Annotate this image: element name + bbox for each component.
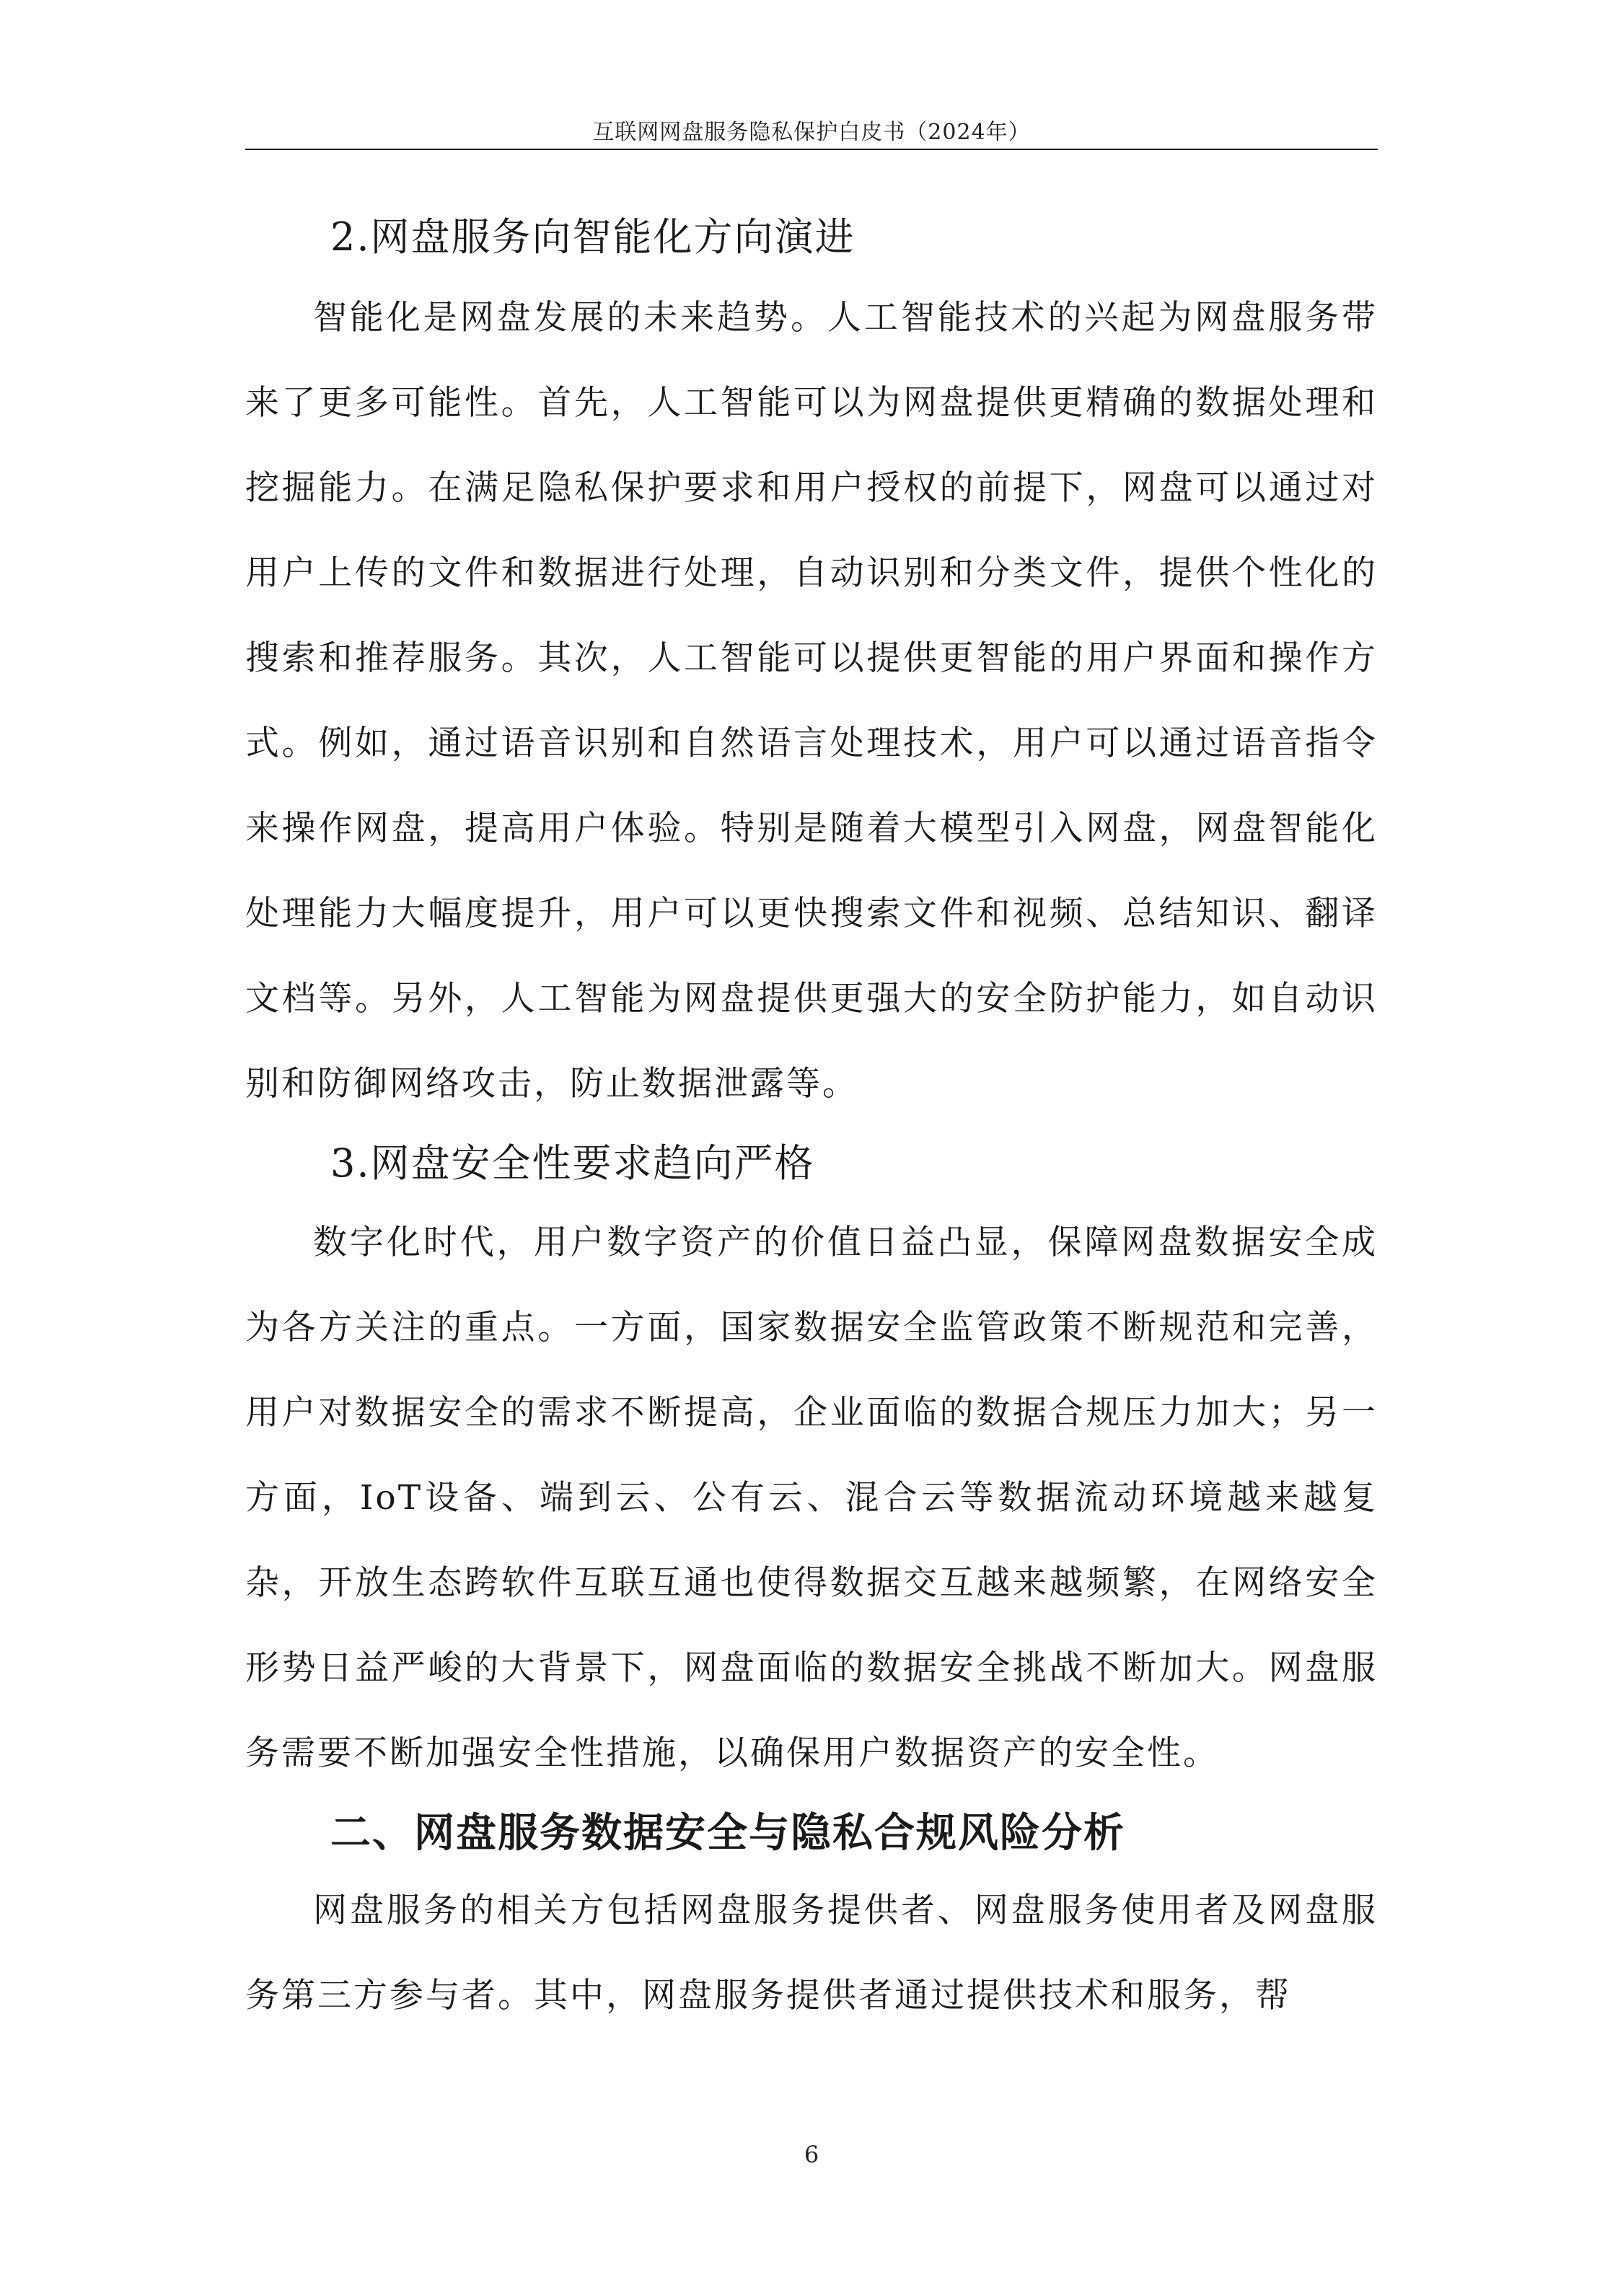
chapter-heading-2: 二、网盘服务数据安全与隐私合规风险分析 xyxy=(330,1809,1125,1857)
running-header: 互联网网盘服务隐私保护白皮书（2024年） xyxy=(592,120,1031,145)
header-divider xyxy=(245,149,1378,150)
page-number: 6 xyxy=(804,2141,819,2168)
section-heading-2: 2.网盘服务向智能化方向演进 xyxy=(330,214,856,260)
page-body xyxy=(245,208,1378,2038)
chapter-2-paragraph: 网盘服务的相关方包括网盘服务提供者、网盘服务使用者及网盘服务第三方参与者。其中，网盘服务提供者通过提供技术和服务，帮 xyxy=(245,1891,1378,2015)
section-3-paragraph: 数字化时代，用户数字资产的价值日益凸显，保障网盘数据安全成为各方关注的重点。一方面，国家数据安全监管政策不断规范和完善，用户对数据安全的需求不断提高，企业面临的数据合规压力加大；另一方面，IoT设备、端到云、公有云、混合云等数据流动环境越来越复杂，开放生态跨软件互联互通也使得数据交互越来越频繁，在网络安全形势日益严峻的大背景下，网盘面临的数据安全挑战不断加大。网盘服务需要不断加强安全性措施，以确保用户数据资产的安全性。 xyxy=(245,1223,1378,1773)
section-heading-3: 3.网盘安全性要求趋向严格 xyxy=(330,1140,815,1186)
section-2-paragraph: 智能化是网盘发展的未来趋势。人工智能技术的兴起为网盘服务带来了更多可能性。首先，人工智能可以为网盘提供更精确的数据处理和挖掘能力。在满足隐私保护要求和用户授权的前提下，网盘可以通过对用户上传的文件和数据进行处理，自动识别和分类文件，提供个性化的搜索和推荐服务。其次，人工智能可以提供更智能的用户界面和操作方式。例如，通过语音识别和自然语言处理技术，用户可以通过语音指令来操作网盘，提高用户体验。特别是随着大模型引入网盘，网盘智能化处理能力大幅度提升，用户可以更快搜索文件和视频、总结知识、翻译文档等。另外，人工智能为网盘提供更强大的安全防护能力，如自动识别和防御网络攻击，防止数据泄露等。 xyxy=(245,298,1378,1104)
